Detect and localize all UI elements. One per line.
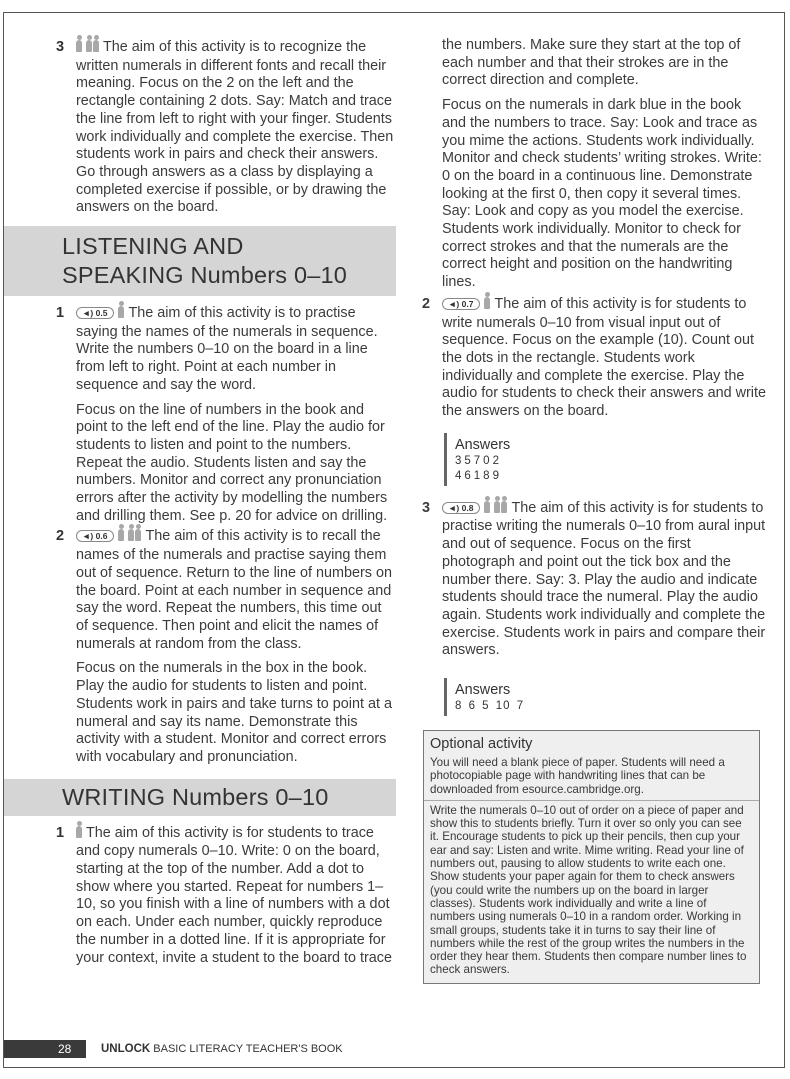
activity-number: 1 <box>56 824 65 841</box>
activity-text: The aim of this activity is to recognize the written numerals in different fonts and recall their meaning. Focus on the 2 on the left and the rectangle containing 2 dots. Say: Match and trace the line from left to right with your finger. Students work individually and complete the exercise. Then students work in pairs and check their answers. Go through answers as a class by displaying a completed exercise if possible, or by drawing the answers on the board. <box>76 39 394 216</box>
listening-activity-1 <box>4 305 396 395</box>
activity-text: The aim of this activity is for students to write numerals 0–10 from visual input out of sequence. Focus on the example (10). Count out the dots in the rectangle. Students work individually and complete the exercise. Play the audio for students to check their answers and write the answers on the board. <box>442 295 766 420</box>
answers-title: Answers <box>455 682 511 699</box>
individual-work-icon <box>118 306 125 324</box>
pair-work-icon <box>76 40 100 58</box>
heading-line-2: SPEAKING Numbers 0–10 <box>62 262 348 289</box>
listening-activity-2 <box>4 528 396 653</box>
activity-number: 2 <box>422 295 431 312</box>
activity-number: 3 <box>422 499 431 516</box>
writing-activity-1 <box>4 825 396 968</box>
audio-track-number: 0.7 <box>461 298 474 309</box>
writing-activity-2 <box>422 296 767 421</box>
answers-line-1: 8 6 5 10 7 <box>455 700 525 713</box>
brand-logo-text: UNLOCK <box>101 1043 151 1055</box>
pair-work-icon <box>484 501 508 519</box>
activity-3-paragraph <box>4 39 396 217</box>
writing-activity-3 <box>422 500 767 660</box>
audio-track-number: 0.8 <box>461 502 474 513</box>
writing-activity-1-continued-2: Focus on the numerals in dark blue in the book and the numbers to trace. Say: Look and trace as you mime the actions. Students work individually. Monitor and check students’ writing strokes. Write: 0 on the board in a continuous line. Demonstrate looking at the first 0, then copy it several times. Say: Look and copy as you model the exercise. Students work individually. Monitor to check for correct strokes and that the numerals are the correct height and position on the handwriting lines. <box>442 97 762 291</box>
audio-track-badge: ◄) 0.8 <box>442 502 480 514</box>
optional-activity-body: Write the numerals 0–10 out of order on a piece of paper and show this to students briefly. Turn it over so only you can see it. Encourage students to pick up their pencils, then cup your ear and say: Listen and write. Mime writing. Read your line of numbers out, pausing to allow students to write each one. Show students your paper again for them to check answers (you could write the numbers up on the board in larger classes). Students work individually and write a line of numbers using numerals 0–10 in a random order. Working in small groups, students take it in turns to say their line of numbers while the rest of the group writes the numbers in the order they hear them. Students then compare number lines to check answers. <box>430 803 747 977</box>
writing-heading <box>4 779 396 816</box>
heading-line-1: LISTENING AND <box>62 233 244 260</box>
listening-speaking-heading <box>4 226 396 296</box>
audio-track-number: 0.6 <box>95 531 108 542</box>
activity-text: The aim of this activity is for students to practise writing the numerals 0–10 from aural input and out of sequence. Focus on the first photograph and point out the tick box and the number there. Say: 3. Play the audio and indicate students should trace the numeral. Play the audio again. Students work individually and complete the exercise. Students work in pairs and compare their answers. <box>442 499 766 659</box>
activity-text: The aim of this activity is to recall the names of the numerals and practise saying them out of sequence. Return to the line of numbers on the board. Point at each number in sequence and say the word. Repeat the numbers, this time out of sequence. Then point and elicit the names of numerals at random from the class. <box>76 528 392 652</box>
activity-number: 3 <box>56 39 65 55</box>
answers-line-1: 35702 <box>455 454 502 467</box>
answers-line-2: 46189 <box>455 469 502 482</box>
heading-text: WRITING Numbers 0–10 <box>62 783 329 810</box>
right-column <box>422 37 767 726</box>
activity-number: 2 <box>56 528 65 545</box>
answers-box-1 <box>444 433 767 486</box>
audio-track-badge: ◄) 0.6 <box>76 530 114 542</box>
individual-work-icon <box>76 826 83 844</box>
left-column <box>4 39 396 967</box>
optional-activity-box <box>423 730 760 984</box>
footer-book-title <box>101 1043 343 1056</box>
divider <box>424 800 759 801</box>
pair-work-icon <box>118 529 142 547</box>
listening-activity-1-continued: Focus on the line of numbers in the book and point to the left end of the line. Play the audio for students to listen and point to the numbers. Repeat the audio. Students listen and say the numbers. Monitor and correct any pronunciation errors after the activity by modelling the numbers and drilling them. See p. 20 for advice on drilling. <box>76 401 388 524</box>
writing-activity-1-continued: the numbers. Make sure they start at the top of each number and that their strokes are in the correct direction and complete. <box>442 37 741 89</box>
activity-text: The aim of this activity is to practise saying the names of the numerals in sequence. Write the numbers 0–10 on the board in a line from left to right. Point at each number in sequence and say the word. <box>76 305 378 393</box>
footer-bar <box>4 1040 86 1058</box>
answers-title: Answers <box>455 436 511 453</box>
book-title: BASIC LITERACY TEACHER'S BOOK <box>153 1043 343 1055</box>
audio-track-badge: ◄) 0.5 <box>76 307 114 319</box>
optional-activity-intro: You will need a blank piece of paper. Students will need a photocopiable page with handwriting lines that can be downloaded from esource.cambridge.org. <box>430 756 725 796</box>
listening-activity-2-continued: Focus on the numerals in the box in the book. Play the audio for students to listen and point. Students work in pairs and take turns to point at a numeral and say its name. Demonstrate this activity with a student. Monitor and correct errors with vocabulary and pronunciation. <box>76 660 392 765</box>
audio-track-badge: ◄) 0.7 <box>442 298 480 310</box>
individual-work-icon <box>484 297 491 315</box>
optional-activity-title: Optional activity <box>430 736 533 752</box>
page-number: 28 <box>58 1042 72 1056</box>
audio-track-number: 0.5 <box>95 308 108 319</box>
activity-text: The aim of this activity is for students to trace and copy numerals 0–10. Write: 0 on the board, starting at the top of the number. Add a dot to show where you started. Repeat for numbers 1–10, so you finish with a line of numbers with a dot on each. Under each number, quickly reproduce the number in a dotted line. If it is appropriate for your context, invite a student to the board to trace <box>76 824 392 966</box>
activity-number: 1 <box>56 305 65 322</box>
answers-box-2 <box>444 678 767 716</box>
